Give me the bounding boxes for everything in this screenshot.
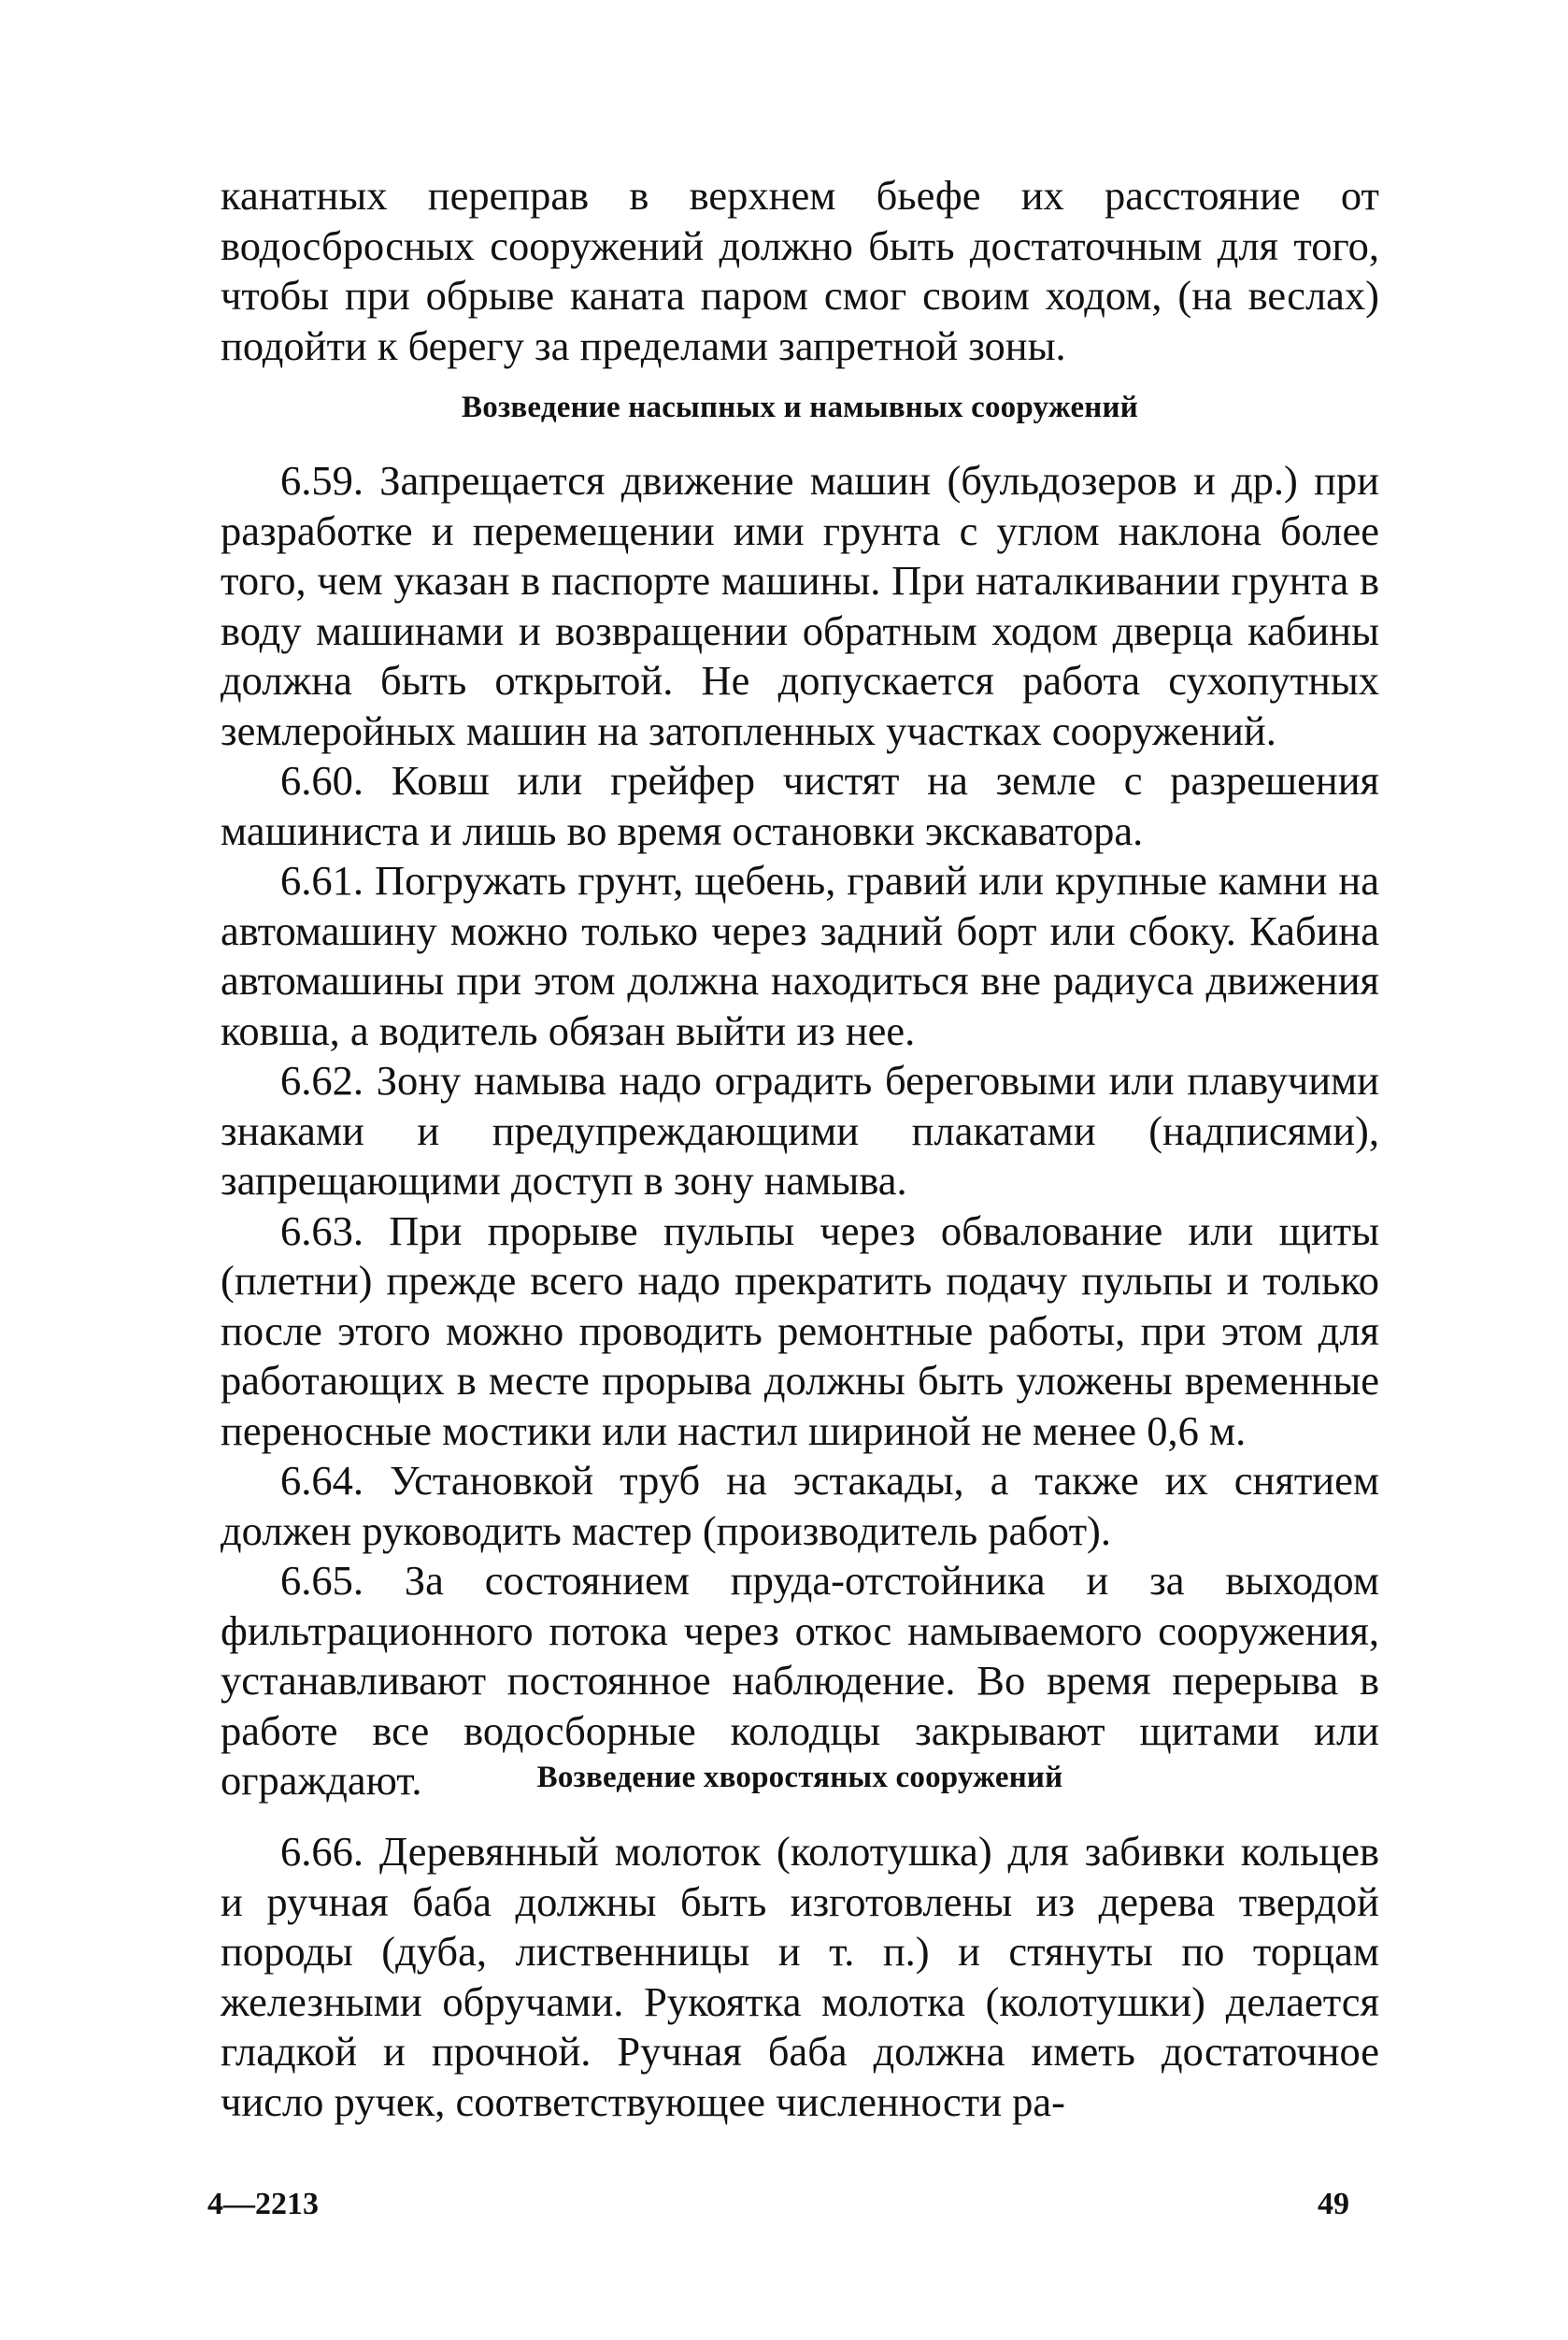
paragraph-6-62: 6.62. Зону намыва надо оградить береговыми или плавучими знаками и предупреждающими плакатами (надписями), запрещающими доступ в зону намыва. <box>221 1057 1379 1204</box>
paragraph-6-60: 6.60. Ковш или грейфер чистят на земле с разрешения машиниста и лишь во время остановки экскаватора. <box>221 757 1379 854</box>
page-number: 49 <box>1318 2187 1349 2221</box>
paragraph-6-66: 6.66. Деревянный молоток (колотушка) для забивки кольцев и ручная баба должны быть изготовлены из дерева твердой породы (дуба, лиственницы и т. п.) и стянуты по торцам железными обручами. Рукоятка молотка (колотушки) делается гладкой и прочной. Ручная баба должна иметь достаточное число ручек, соответствующее численности ра- <box>221 1828 1379 2125</box>
section-heading-2 <box>221 1761 1379 1795</box>
section1-body <box>221 456 1379 1806</box>
paragraph-6-63: 6.63. При прорыве пульпы через обвалование или щиты (плетни) прежде всего надо прекратить подачу пульпы и только после этого можно проводить ремонтные работы, при этом для работающих в месте прорыва должны быть уложены временные переносные мостики или настил шириной не менее 0,6 м. <box>221 1206 1379 1454</box>
section-heading-1 <box>221 391 1379 425</box>
intro-paragraph: канатных переправ в верхнем бьефе их расстояние от водосбросных сооружений должно быть достаточным для того, чтобы при обрыве каната паром смог своим ходом, (на веслах) подойти к берегу за пределами запретной зоны. <box>221 172 1379 369</box>
section2-body <box>221 1827 1379 2127</box>
paragraph-6-61: 6.61. Погружать грунт, щебень, гравий или крупные камни на автомашину можно только через задний борт или сбоку. Кабина автомашины при этом должна находиться вне радиуса движения ковша, а водитель обязан выйти из нее. <box>221 857 1379 1054</box>
signature-mark: 4—2213 <box>207 2187 319 2221</box>
paragraph-6-65: 6.65. За состоянием пруда-отстойника и за выходом фильтрационного потока через откос намываемого сооружения, устанавливают постоянное наблюдение. Во время перерыва в работе все водосборные колодцы закрывают щитами или ограждают. <box>221 1557 1379 1804</box>
intro-paragraph-block <box>221 171 1379 371</box>
section2-title: Возведение хворостяных сооружений <box>536 1761 1063 1794</box>
paragraph-6-64: 6.64. Установкой труб на эстакады, а также их снятием должен руководить мастер (производитель работ). <box>221 1457 1379 1554</box>
section1-title: Возведение насыпных и намывных сооружений <box>462 391 1138 424</box>
paragraph-6-59: 6.59. Запрещается движение машин (бульдозеров и др.) при разработке и перемещении ими грунта с углом наклона более того, чем указан в паспорте машины. При наталкивании грунта в воду машинами и возвращении обратным ходом дверца кабины должна быть открытой. Не допускается работа сухопутных землеройных машин на затопленных участках сооружений. <box>221 457 1379 754</box>
